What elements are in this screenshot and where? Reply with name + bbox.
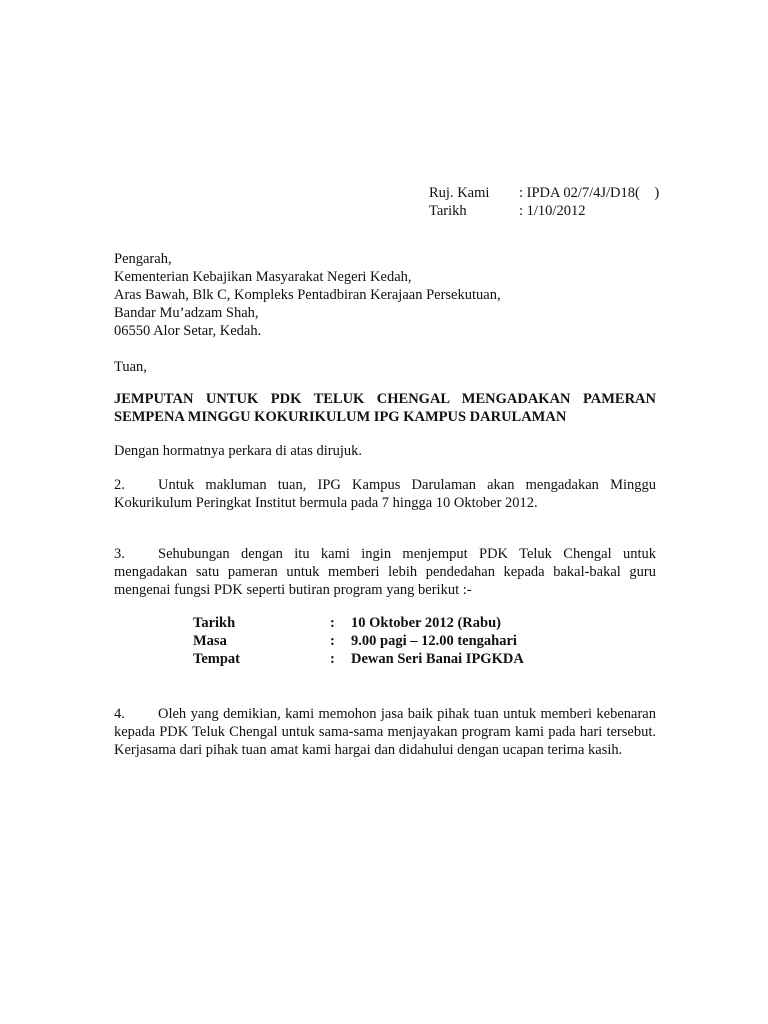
paragraph-4 <box>114 705 656 759</box>
recipient-address <box>114 250 501 340</box>
paragraph-text: Untuk makluman tuan, IPG Kampus Darulaman akan mengadakan Minggu Kokurikulum Peringkat Institut bermula pada 7 hingga 10 Oktober 2012. <box>114 477 656 511</box>
date-value: : 1/10/2012 <box>519 203 586 219</box>
paragraph-text: Oleh yang demikian, kami memohon jasa baik pihak tuan untuk memberi kebenaran kepada PDK Teluk Chengal untuk sama-sama menjayakan program kami pada hari tersebut. Kerjasama dari pihak tuan amat kami hargai dan didahului dengan ucapan terima kasih. <box>114 706 656 758</box>
paragraph-2 <box>114 476 656 512</box>
recipient-line: Kementerian Kebajikan Masyarakat Negeri Kedah, <box>114 269 412 285</box>
letter-subject <box>114 390 656 426</box>
reference-value: : IPDA 02/7/4J/D18( ) <box>519 185 660 201</box>
reference-label: Ruj. Kami <box>429 185 490 201</box>
subject-line-2: SEMPENA MINGGU KOKURIKULUM IPG KAMPUS DARULAMAN <box>114 409 567 425</box>
paragraph-number: 4. <box>114 706 125 722</box>
detail-row-date <box>193 614 524 632</box>
subject-line-1: JEMPUTAN UNTUK PDK TELUK CHENGAL MENGADAKAN PAMERAN <box>114 391 656 407</box>
salutation: Tuan, <box>114 359 147 375</box>
recipient-line: Bandar Mu’adzam Shah, <box>114 305 259 321</box>
detail-label: Tempat <box>193 651 240 667</box>
detail-label: Tarikh <box>193 615 236 631</box>
recipient-line: Pengarah, <box>114 251 172 267</box>
program-details <box>193 614 524 668</box>
recipient-line: Aras Bawah, Blk C, Kompleks Pentadbiran Kerajaan Persekutuan, <box>114 287 501 303</box>
date-label: Tarikh <box>429 203 467 219</box>
detail-label: Masa <box>193 633 227 649</box>
reference-block <box>429 184 659 220</box>
detail-colon: : <box>330 633 335 649</box>
detail-value: 10 Oktober 2012 (Rabu) <box>351 615 501 631</box>
paragraph-number: 2. <box>114 477 125 493</box>
detail-row-time <box>193 632 524 650</box>
reference-row <box>429 184 659 202</box>
paragraph-text: Sehubungan dengan itu kami ingin menjemput PDK Teluk Chengal untuk mengadakan satu pameran untuk memberi lebih pendedahan kepada bakal-bakal guru mengenai fungsi PDK seperti butiran program yang berikut :- <box>114 546 656 598</box>
paragraph-number: 3. <box>114 546 125 562</box>
detail-colon: : <box>330 651 335 667</box>
detail-value: Dewan Seri Banai IPGKDA <box>351 651 524 667</box>
recipient-line: 06550 Alor Setar, Kedah. <box>114 323 262 339</box>
detail-value: 9.00 pagi – 12.00 tengahari <box>351 633 517 649</box>
paragraph-3 <box>114 545 656 599</box>
date-row <box>429 202 659 220</box>
intro-paragraph: Dengan hormatnya perkara di atas dirujuk. <box>114 443 363 459</box>
detail-colon: : <box>330 615 335 631</box>
detail-row-venue <box>193 650 524 668</box>
